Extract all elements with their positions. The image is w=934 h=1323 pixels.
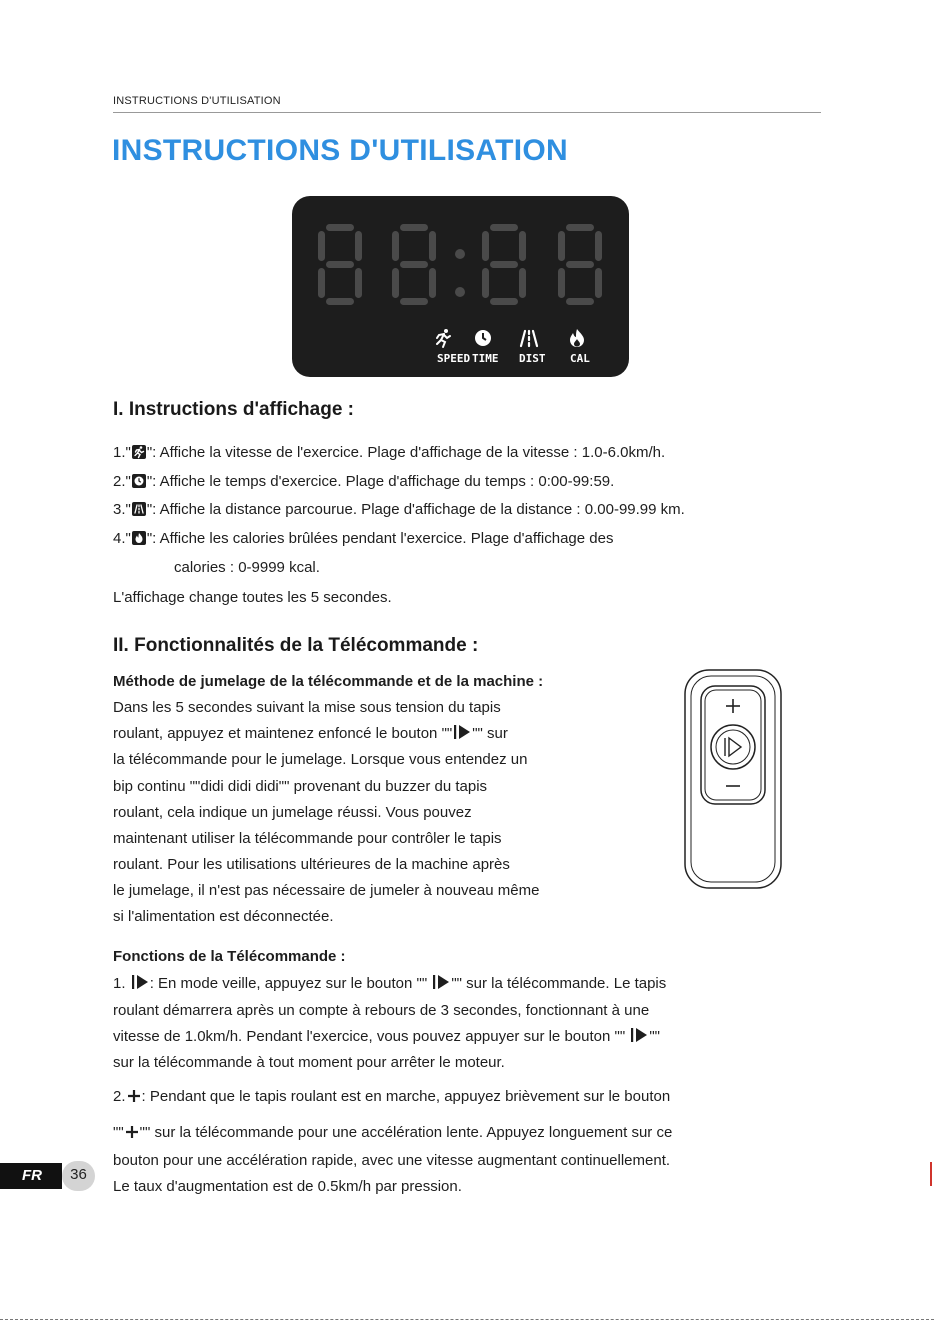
pairing-line-8: le jumelage, il n'est pas nécessaire de jumeler à nouveau même: [113, 882, 540, 899]
pairing-line-2: roulant, appuyez et maintenez enfoncé le bouton "" "" sur: [113, 725, 508, 742]
colon-dot-lower: [455, 287, 465, 297]
functions-subheading: Fonctions de la Télécommande :: [113, 948, 346, 965]
running-header: INSTRUCTIONS D'UTILISATION: [113, 95, 281, 107]
pairing-line-5: roulant, cela indique un jumelage réussi. Vous pouvez: [113, 804, 472, 821]
play-pause-icon: [629, 1027, 649, 1043]
display-rotation-note: L'affichage change toutes les 5 secondes.: [113, 589, 392, 606]
bottom-cut-line: [0, 1319, 934, 1320]
section-1-heading: I. Instructions d'affichage :: [113, 399, 354, 420]
function-1-line-2: roulant démarrera après un compte à rebours de 3 secondes, fonctionnant à une: [113, 1002, 650, 1019]
pairing-subheading: Méthode de jumelage de la télécommande et de la machine :: [113, 673, 544, 690]
pairing-line-9: si l'alimentation est déconnectée.: [113, 908, 334, 925]
page-title: INSTRUCTIONS D'UTILISATION: [112, 134, 569, 167]
clock-icon: [475, 330, 491, 346]
flame-icon: [570, 329, 584, 347]
edge-marker: [930, 1162, 932, 1186]
plus-icon: [126, 1088, 142, 1104]
play-pause-icon: [130, 974, 150, 990]
function-2-line-2: "" "" sur la télécommande pour une accélération lente. Appuyez longuement sur ce: [113, 1124, 673, 1141]
function-2-line-3: bouton pour une accélération rapide, avec une vitesse augmentant continuellement.: [113, 1152, 671, 1169]
speed-label: SPEED: [437, 352, 471, 365]
function-1-line-4: sur la télécommande à tout moment pour arrêter le moteur.: [113, 1054, 505, 1071]
plus-icon: [124, 1124, 140, 1140]
display-item-time: 2." ": Affiche le temps d'exercice. Plage d'affichage du temps : 0:00-99:59.: [113, 473, 615, 490]
display-item-speed: 1." ": Affiche la vitesse de l'exercice. Plage d'affichage de la vitesse : 1.0-6.0km/h.: [113, 444, 666, 461]
flame-icon: [132, 531, 146, 545]
digit-4: [558, 224, 602, 305]
page-number: 36: [70, 1166, 87, 1183]
road-icon: [521, 331, 537, 346]
console-display-illustration: [292, 196, 629, 377]
section-2-heading: II. Fonctionnalités de la Télécommande :: [113, 635, 479, 656]
header-rule: [113, 112, 821, 113]
display-item-distance: 3." ": Affiche la distance parcourue. Plage d'affichage de la distance : 0.00-99.99 km.: [113, 501, 685, 518]
display-item-calories-continued: calories : 0-9999 kcal.: [174, 559, 320, 576]
cal-label: CAL: [570, 352, 590, 365]
digit-1: [318, 224, 362, 305]
clock-icon: [132, 474, 146, 488]
digit-3: [482, 224, 526, 305]
dist-label: DIST: [519, 352, 546, 365]
pairing-line-4: bip continu ""didi didi didi"" provenant du buzzer du tapis: [113, 778, 488, 795]
play-pause-icon: [452, 724, 472, 740]
function-2-line-1: 2. : Pendant que le tapis roulant est en marche, appuyez brièvement sur le bouton: [113, 1088, 671, 1105]
pairing-line-1: Dans les 5 secondes suivant la mise sous tension du tapis: [113, 699, 501, 716]
pairing-line-7: roulant. Pour les utilisations ultérieures de la machine après: [113, 856, 510, 873]
runner-icon: [132, 445, 146, 459]
digit-2: [392, 224, 436, 305]
colon-dot-upper: [455, 249, 465, 259]
function-1-line-1: 1. : En mode veille, appuyez sur le bouton "" "" sur la télécommande. Le tapis: [113, 975, 667, 992]
pairing-line-3: la télécommande pour le jumelage. Lorsque vous entendez un: [113, 751, 528, 768]
function-1-line-3: vitesse de 1.0km/h. Pendant l'exercice, vous pouvez appuyer sur le bouton "" "": [113, 1028, 660, 1045]
remote-control-illustration: [683, 668, 783, 890]
road-icon: [132, 502, 146, 516]
language-code: FR: [22, 1167, 42, 1184]
pairing-line-6: maintenant utiliser la télécommande pour contrôler le tapis: [113, 830, 502, 847]
display-item-calories: 4." ": Affiche les calories brûlées pendant l'exercice. Plage d'affichage des: [113, 530, 614, 547]
time-label: TIME: [472, 352, 499, 365]
seven-segment-display: [292, 196, 629, 377]
function-2-line-4: Le taux d'augmentation est de 0.5km/h par pression.: [113, 1178, 462, 1195]
play-pause-icon: [431, 974, 451, 990]
runner-icon: [437, 329, 450, 347]
